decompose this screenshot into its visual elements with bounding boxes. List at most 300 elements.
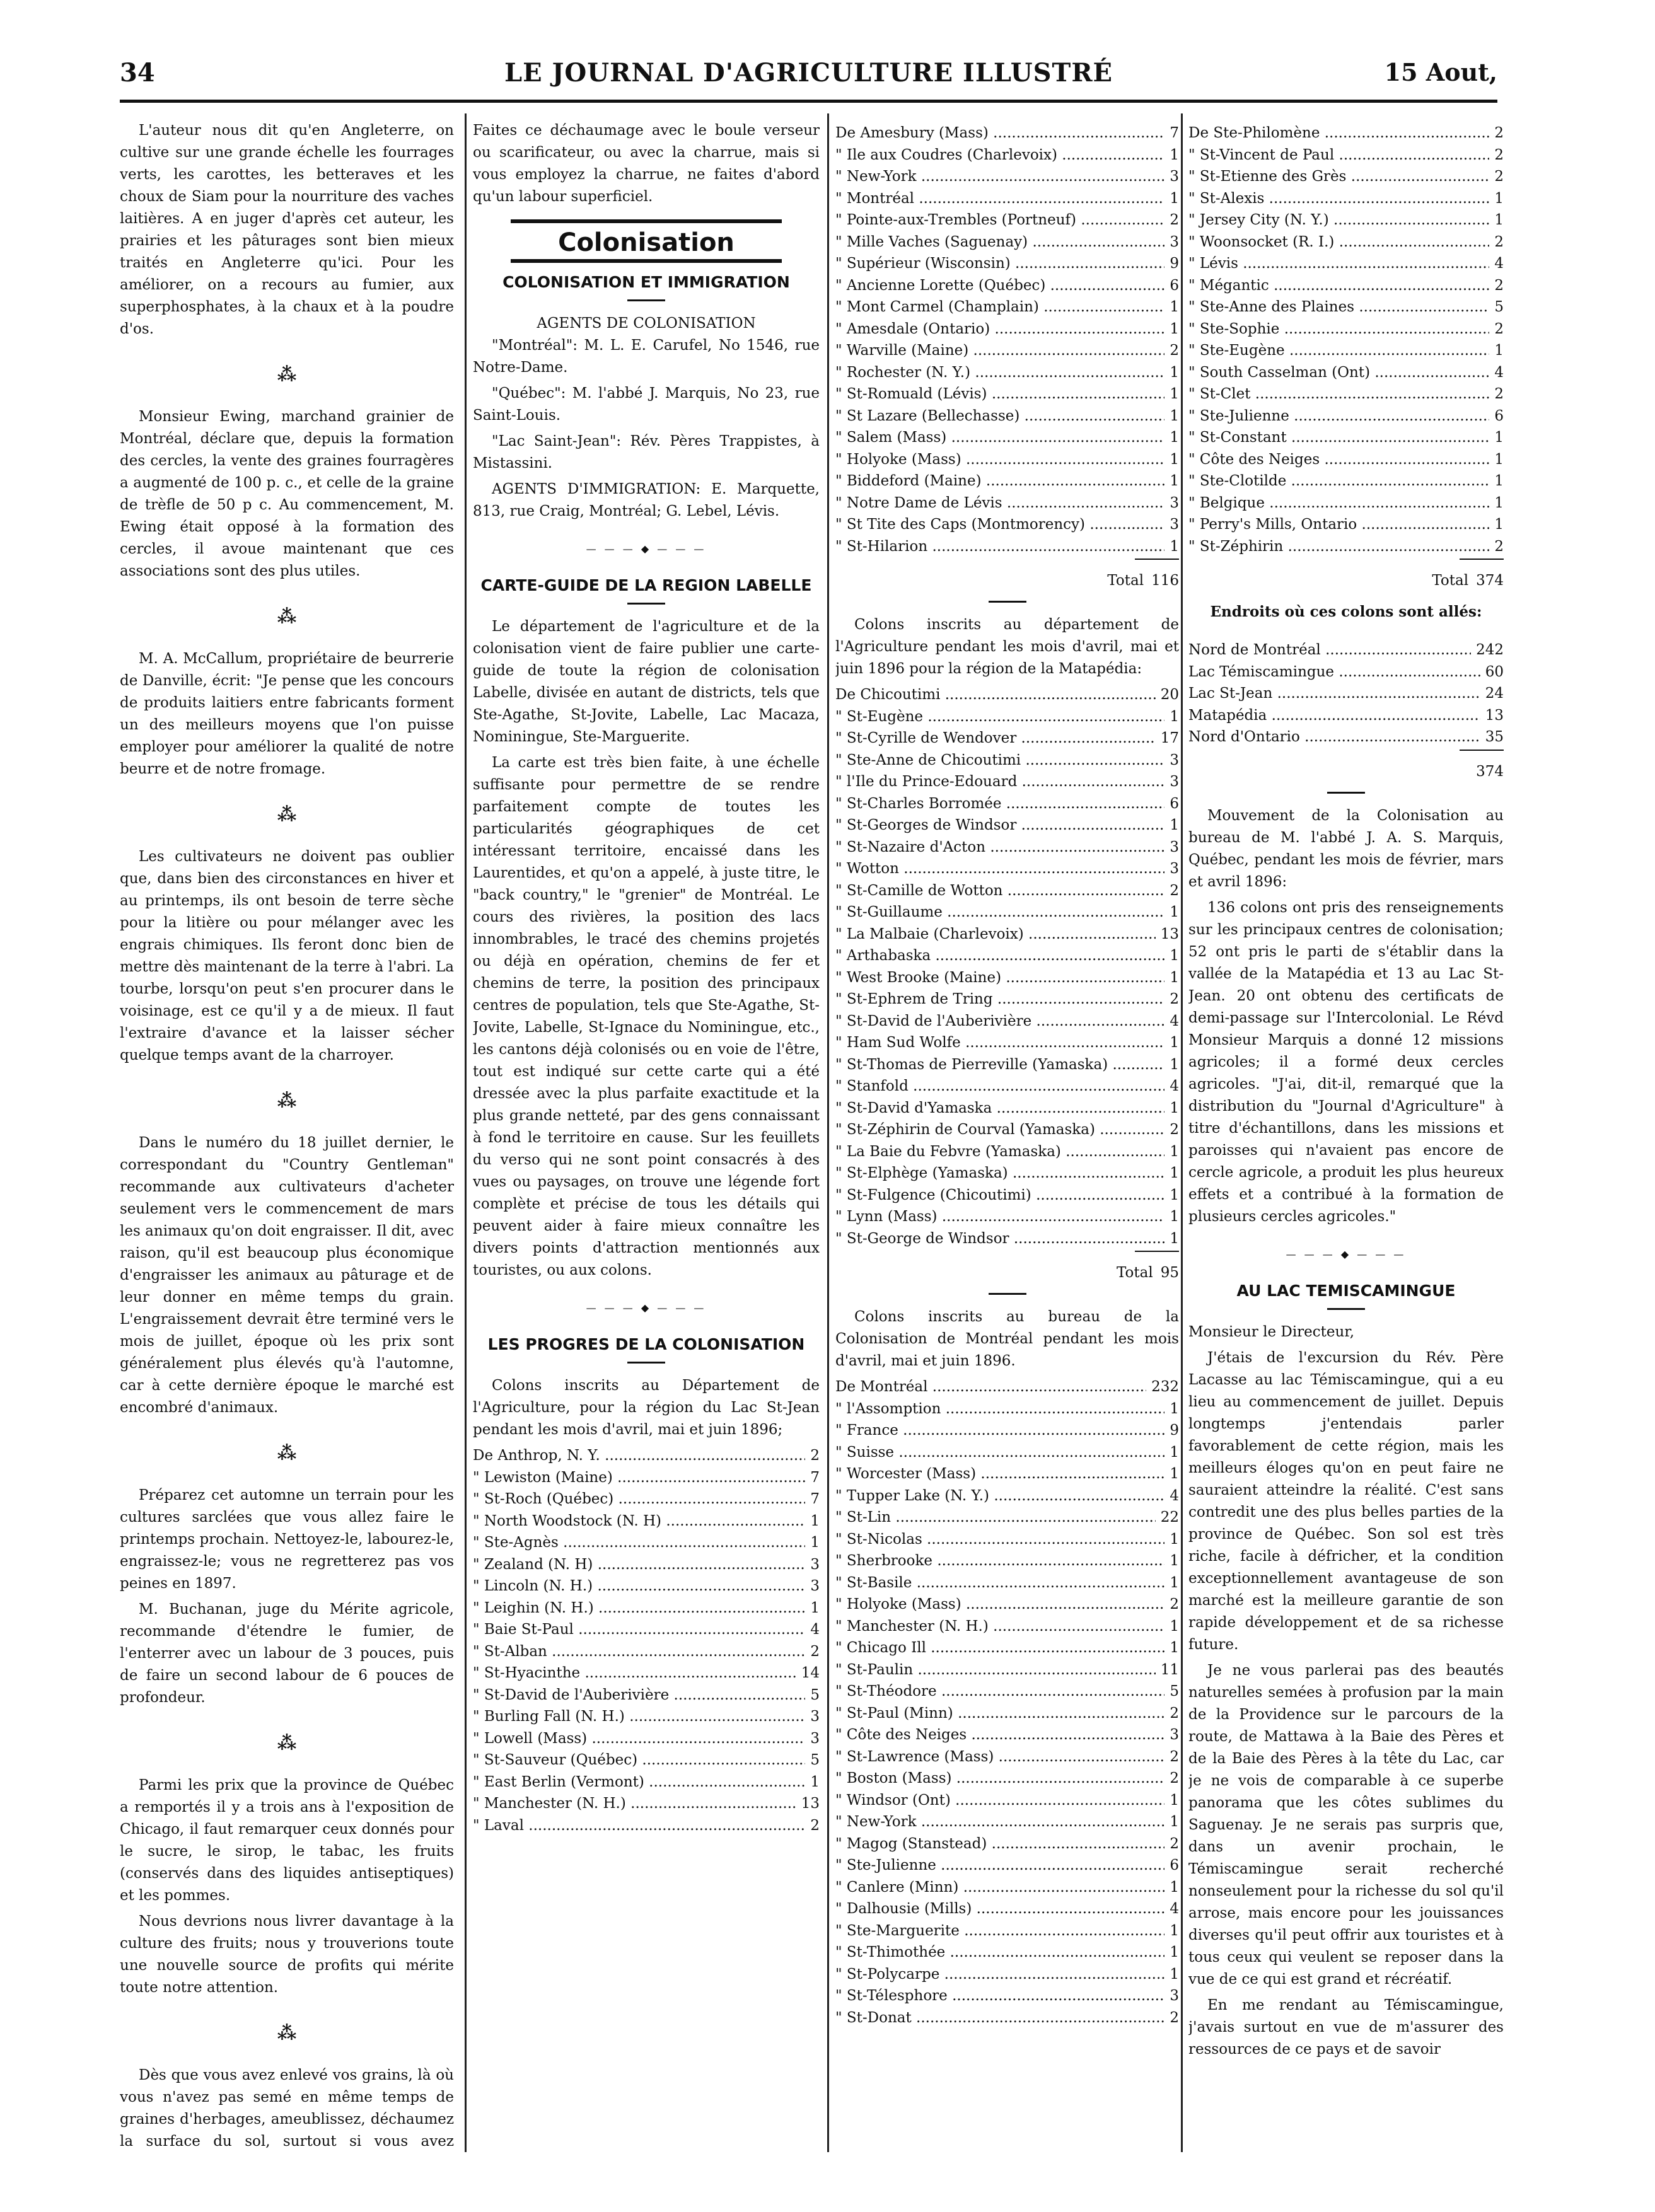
list-entry: [835, 1420, 1179, 1442]
list-entry: [835, 750, 1179, 772]
entry-count: 4: [1170, 1078, 1179, 1094]
entry-place: " Lincoln (N. H.) .....: [473, 1575, 805, 1597]
list-entry: [1188, 144, 1504, 166]
entry-count: 1: [1494, 342, 1504, 359]
paragraph: Nous devrions nous livrer davantage à la culture des fruits; nous y trouverions toute une nouvelle source de profits qui mérite toute notre attention.: [120, 1913, 454, 1996]
entry-count: 1: [1170, 1186, 1179, 1203]
entry-place: " Dalhousie (Mills) .....: [835, 1898, 1164, 1920]
list-entry: [835, 1162, 1179, 1184]
list-entry: [835, 318, 1179, 340]
entry-place: " St Tite des Caps (Montmorency) .....: [835, 514, 1164, 536]
entry-count: 4: [810, 1621, 820, 1638]
entry-place: " St-Basile .....: [835, 1572, 1164, 1594]
list-entry: [835, 1768, 1179, 1790]
entry-count: 2: [1170, 882, 1179, 899]
list-entry: [835, 296, 1179, 318]
entry-place: " St-Georges de Windsor .....: [835, 814, 1164, 837]
journal-title: LE JOURNAL D'AGRICULTURE ILLUSTRÉ: [504, 58, 1113, 88]
entry-place: " Lewiston (Maine) .....: [473, 1467, 805, 1489]
entry-place: " St-Constant .....: [1188, 427, 1489, 449]
asterism: ⁂: [277, 1090, 297, 1112]
total-value: 116: [1151, 572, 1179, 589]
paragraph: En me rendant au Témiscamingue, j'avais surtout en vue de m'assurer des ressources de ce pays et de savoir: [1188, 1996, 1504, 2058]
total-label: Total: [1107, 572, 1144, 589]
list-entry: [835, 1119, 1179, 1141]
list-entry: [835, 814, 1179, 837]
entry-place: " Pointe-aux-Trembles (Portneuf) .....: [835, 209, 1164, 231]
entry-place: " Jersey City (N. Y.) .....: [1188, 209, 1489, 231]
entry-place: " Salem (Mass) .....: [835, 427, 1164, 449]
entry-place: " St-David de l'Auberivière .....: [473, 1684, 805, 1706]
entry-place: Nord de Montréal .....: [1188, 639, 1471, 661]
paragraph: Mouvement de la Colonisation au bureau de M. l'abbé J. A. S. Marquis, Québec, pendant les mois de février, mars et avril 1896:: [1188, 807, 1504, 890]
list-entry: [473, 1749, 820, 1771]
entry-count: 1: [1494, 190, 1504, 207]
list-entry: [835, 1097, 1179, 1120]
list-entry: [473, 1771, 820, 1793]
entry-place: " Ste-Agnès .....: [473, 1532, 805, 1554]
list-entry: [835, 122, 1179, 144]
entry-count: 1: [1170, 538, 1179, 555]
entry-count: 2: [1170, 1705, 1179, 1722]
entry-count: 20: [1160, 686, 1179, 703]
entry-count: 1: [1170, 364, 1179, 381]
entry-place: " Ste-Marguerite .....: [835, 1920, 1164, 1942]
list-entry: [835, 1659, 1179, 1681]
list-entry: [473, 1575, 820, 1597]
entry-count: 2: [1170, 1596, 1179, 1613]
list-entry: [835, 209, 1179, 231]
entry-place: " New-York .....: [835, 1811, 1164, 1833]
entry-count: 1: [1170, 904, 1179, 920]
list-entry: [835, 231, 1179, 253]
list-entry: [835, 684, 1179, 706]
entry-count: 1: [1494, 494, 1504, 511]
list-entry: [835, 1920, 1179, 1942]
entry-place: " St-Nazaire d'Acton .....: [835, 837, 1164, 859]
entry-place: " Leighin (N. H.) .....: [473, 1597, 805, 1619]
entry-count: 2: [1494, 168, 1504, 185]
entry-count: 2: [1170, 2009, 1179, 2026]
entry-place: " Biddeford (Maine) .....: [835, 470, 1164, 492]
column-3: [835, 120, 1179, 2155]
entry-count: 1: [1170, 1640, 1179, 1656]
entry-place: " Manchester (N. H.) .....: [835, 1616, 1164, 1638]
entry-count: 2: [1494, 146, 1504, 163]
list-entry: [835, 405, 1179, 427]
list-entry: [473, 1706, 820, 1728]
list-entry: [835, 1833, 1179, 1855]
entry-count: 4: [1494, 364, 1504, 381]
entry-place: " La Baie du Febvre (Yamaska) .....: [835, 1141, 1164, 1163]
list-entry: [1188, 188, 1504, 210]
list-entry: [835, 858, 1179, 880]
entry-place: " New-York .....: [835, 166, 1164, 188]
paragraph: M. A. McCallum, propriétaire de beurrerie de Danville, écrit: "Je pense que les concours de produits laitiers entre fabricants forment un des meilleurs moyens que l'on puisse employer pour améliorer la qualité de notre beurre et de notre fromage.: [120, 651, 454, 777]
entry-place: " North Woodstock (N. H) .....: [473, 1510, 805, 1532]
entry-count: 1: [1170, 1944, 1179, 1960]
entry-place: " Baie St-Paul .....: [473, 1619, 805, 1641]
entry-count: 1: [1170, 1208, 1179, 1225]
list-entry: [1188, 166, 1504, 188]
paragraph: Monsieur Ewing, marchand grainier de Montréal, déclare que, depuis la formation des cercles, la vente des graines fourragères a augmenté de 100 p. c., et celle de la graine de trèfle de 50 p c. Au commencement, M. Ewing était opposé à la formation des cercles, il avoue maintenant que ces associations sont des plus utiles.: [120, 408, 454, 579]
total-row: [835, 570, 1179, 592]
list-entry: [473, 1815, 820, 1837]
entry-place: " St-Polycarpe .....: [835, 1964, 1164, 1986]
entry-place: " Zealand (N. H) .....: [473, 1554, 805, 1576]
entry-place: " St-Eugène .....: [835, 706, 1164, 728]
entry-count: 3: [1170, 860, 1179, 877]
heading-colonisation-immigration: COLONISATION ET IMMIGRATION: [502, 273, 790, 291]
list-entry: [835, 144, 1179, 166]
entry-count: 4: [1494, 255, 1504, 272]
entry-place: " St-Fulgence (Chicoutimi) .....: [835, 1184, 1164, 1207]
list-entry: [1188, 318, 1504, 340]
entry-count: 3: [1170, 1988, 1179, 2004]
entry-place: " Rochester (N. Y.) .....: [835, 362, 1164, 384]
column-1: [120, 120, 454, 2155]
entry-count: 1: [1170, 1574, 1179, 1591]
entry-count: 2: [810, 1447, 820, 1464]
entry-place: De Anthrop, N. Y. .....: [473, 1445, 805, 1467]
entry-count: 1: [1170, 299, 1179, 315]
section-rule: [989, 1293, 1026, 1295]
paragraph: Colons inscrits au Département de l'Agriculture, pour la région du Lac St-Jean pendant les mois d'avril, mai et juin 1896;: [473, 1377, 820, 1438]
paragraph: Dans le numéro du 18 juillet dernier, le correspondant du "Country Gentleman" recommande aux cultivateurs d'acheter seulement vers le commencement de mars les animaux qu'on doit engraisser. Il dit, avec raison, qu'il est beaucoup plus économique d'engraisser les animaux au pâturage et de leur donner en même temps du grain. L'engraissement devrait être terminé vers le mois de juillet, époque où les prix sont généralement plus élevés qu'à l'automne, car à cette dernière époque le marché est encombré d'animaux.: [120, 1135, 454, 1416]
colon-list-montreal: [835, 1376, 1179, 2029]
entry-place: Nord d'Ontario .....: [1188, 726, 1480, 748]
entry-place: " La Malbaie (Charlevoix) .....: [835, 924, 1156, 946]
entry-place: " Suisse .....: [835, 1442, 1164, 1464]
list-entry: [835, 1898, 1179, 1920]
list-entry: [835, 1942, 1179, 1964]
entry-count: 11: [1160, 1661, 1179, 1678]
list-entry: [1188, 449, 1504, 471]
list-entry: [1188, 705, 1504, 727]
endroits-title: Endroits où ces colons sont allés:: [1210, 603, 1482, 620]
entry-count: 1: [1170, 1143, 1179, 1160]
list-entry: [1188, 383, 1504, 405]
list-entry: [473, 1510, 820, 1532]
sum-rule: [1460, 750, 1504, 751]
entry-place: " Manchester (N. H.) .....: [473, 1793, 796, 1815]
entry-count: 3: [810, 1708, 820, 1725]
paragraph: Le département de l'agriculture et de la colonisation vient de faire publier une carte-guide de toute la région de colonisation Labelle, divisée en autant de districts, tels que Ste-Agathe, St-Jovite, Labelle, Lac Macaza, Nominingue, Ste-Marguerite.: [473, 618, 820, 745]
entry-count: 5: [1170, 1683, 1179, 1700]
entry-place: " Lynn (Mass) .....: [835, 1206, 1164, 1228]
list-entry: [1188, 362, 1504, 384]
entry-count: 1: [1170, 1553, 1179, 1569]
list-entry: [473, 1619, 820, 1641]
list-entry: [1188, 253, 1504, 275]
entry-place: De Montréal .....: [835, 1376, 1146, 1398]
destinations-list: [1188, 639, 1504, 748]
list-entry: [835, 1594, 1179, 1616]
entry-count: 242: [1476, 642, 1504, 658]
decorative-separator: — — — ◆ — — —: [1286, 1248, 1407, 1260]
entry-count: 2: [1170, 1770, 1179, 1786]
list-entry: [473, 1532, 820, 1554]
entry-place: " Arthabaska .....: [835, 945, 1164, 967]
entry-count: 1: [1170, 1792, 1179, 1809]
paragraph: Colons inscrits au département de l'Agriculture pendant les mois d'avril, mai et juin 1896 pour la région de la Matapédia:: [835, 617, 1179, 677]
entry-place: De Amesbury (Mass) .....: [835, 122, 1164, 144]
entry-count: 1: [1494, 429, 1504, 446]
entry-place: " Montréal .....: [835, 188, 1164, 210]
entry-place: " Wotton .....: [835, 858, 1164, 880]
agents-title: AGENTS DE COLONISATION: [537, 315, 756, 332]
column-4: [1188, 120, 1504, 2155]
entry-count: 7: [1170, 125, 1179, 141]
paragraph: Je ne vous parlerai pas des beautés naturelles semées à profusion par la main de la Providence sur le parcours de la route, de Mattawa à la Baie des Pères et de la Baie des Pères à la tête du Lac, car je ne vois de comparable à ce superbe panorama que les côtes sublimes du Saguenay. Je ne serais pas surpris que, dans un avenir prochain, le Témiscamingue serait recherché nonseulement pour la richesse du sol qu'il arrose, mais encore pour les jouissances diverses qu'il peut offrir aux touristes et à tous ceux qui veulent se reposer dans la vue de ce qui est grand et récréatif.: [1188, 1662, 1504, 1988]
list-entry: [835, 340, 1179, 362]
entry-place: " l'Assomption .....: [835, 1398, 1164, 1420]
entry-count: 5: [810, 1752, 820, 1768]
asterism: ⁂: [277, 1732, 297, 1754]
list-entry: [835, 1075, 1179, 1097]
entry-count: 2: [1170, 342, 1179, 359]
entry-place: " St-Romuald (Lévis) .....: [835, 383, 1164, 405]
list-entry: [835, 1616, 1179, 1638]
entry-count: 1: [1170, 1531, 1179, 1548]
paragraph: Dès que vous avez enlevé vos grains, là où vous n'avez pas semé en même temps de graines d'herbages, ameublissez, déchaumez la surface du sol, surtout si vous avez: [120, 2067, 454, 2150]
entry-count: 1: [1170, 1230, 1179, 1247]
list-entry: [1188, 661, 1504, 683]
paragraph: 136 colons ont pris des renseignements sur les principaux centres de colonisation; 52 ont pris le parti de s'établir dans la vallée de la Matapédia et 13 au Lac St-Jean. 20 ont obtenu des certificats de demi-passage sur l'Intercolonial. Le Révd Monsieur Marquis a donné 12 missions agricoles; il a formé deux cercles agricoles. "J'ai, dit-il, remarqué que la distribution du "Journal d'Agriculture" à titre d'échantillons, dans les missions et paroisses qui n'avaient pas encore de cercle agricole, a produit les plus heureux effets et a contribué à la formation de plusieurs cercles agricoles.": [1188, 899, 1504, 1225]
total-value: 95: [1160, 1265, 1179, 1281]
entry-count: 1: [1170, 1879, 1179, 1896]
list-entry: [835, 1010, 1179, 1033]
asterism: ⁂: [277, 606, 297, 628]
entry-count: 60: [1485, 663, 1504, 680]
asterism: ⁂: [277, 2022, 297, 2044]
entry-count: 5: [810, 1686, 820, 1703]
entry-place: " Stanfold .....: [835, 1075, 1164, 1097]
entry-place: Lac St-Jean .....: [1188, 683, 1480, 705]
entry-count: 1: [1170, 1966, 1179, 1983]
entry-place: " St-Hilarion .....: [835, 536, 1164, 558]
entry-place: Lac Témiscamingue .....: [1188, 661, 1480, 683]
entry-count: 22: [1160, 1509, 1179, 1526]
list-entry: [835, 1703, 1179, 1725]
total-row: [1188, 570, 1504, 592]
entry-place: " West Brooke (Maine) .....: [835, 967, 1164, 989]
list-entry: [473, 1554, 820, 1576]
entry-count: 6: [1170, 1857, 1179, 1873]
entry-count: 4: [1170, 1901, 1179, 1917]
entry-place: " Côte des Neiges .....: [1188, 449, 1489, 471]
entry-count: 5: [1494, 299, 1504, 315]
list-entry: [835, 1184, 1179, 1207]
entry-place: " Woonsocket (R. I.) .....: [1188, 231, 1489, 253]
entry-place: " Ste-Julienne .....: [835, 1855, 1164, 1877]
entry-place: " St-Donat .....: [835, 2007, 1164, 2029]
entry-place: " Ile aux Coudres (Charlevoix) .....: [835, 144, 1164, 166]
entry-count: 1: [1170, 1618, 1179, 1635]
entry-count: 1: [1170, 320, 1179, 337]
total-row: [1188, 761, 1504, 783]
asterism: ⁂: [277, 1442, 297, 1464]
paragraph: L'auteur nous dit qu'en Angleterre, on cultive sur une grande échelle les fourrages verts, les carottes, les betteraves et les choux de Siam pour la nourriture des vaches laitières. A en juger d'après cet auteur, les prairies et les pâturages sont bien mieux traités en Angleterre qu'ici. Pour les améliorer, on a recours au fumier, aux superphosphates, à la chaux et à la poudre d'os.: [120, 122, 454, 337]
column-2: [473, 120, 820, 2155]
entry-count: 4: [1170, 1487, 1179, 1504]
entry-place: " St Lazare (Bellechasse) .....: [835, 405, 1164, 427]
list-entry: [1188, 296, 1504, 318]
entry-count: 1: [1170, 146, 1179, 163]
entry-place: " St-Nicolas .....: [835, 1529, 1164, 1551]
entry-count: 1: [810, 1599, 820, 1616]
decorative-separator: — — — ◆ — — —: [586, 1302, 707, 1314]
list-entry: [1188, 275, 1504, 297]
entry-place: " Mont Carmel (Champlain) .....: [835, 296, 1164, 318]
entry-place: " St-Zéphirin .....: [1188, 536, 1489, 558]
entry-count: 1: [1170, 817, 1179, 833]
entry-place: De Chicoutimi .....: [835, 684, 1156, 706]
entry-count: 1: [1170, 386, 1179, 402]
entry-place: " St-Charles Borromée .....: [835, 793, 1164, 815]
entry-place: " Lévis .....: [1188, 253, 1489, 275]
entry-count: 2: [1170, 212, 1179, 228]
entry-place: " Holyoke (Mass) .....: [835, 449, 1164, 471]
list-entry: [835, 771, 1179, 793]
total-label: Total: [1117, 1265, 1153, 1281]
entry-place: " Holyoke (Mass) .....: [835, 1594, 1164, 1616]
entry-place: " Ste-Anne des Plaines .....: [1188, 296, 1489, 318]
paragraph: Parmi les prix que la province de Québec a remportés il y a trois ans à l'exposition de Chicago, il faut remarquer ceux donnés pour le sucre, le sirop, le tabac, les fruits (conservés dans des liquides antiseptiques) et les pommes.: [120, 1777, 454, 1904]
list-entry: [473, 1684, 820, 1706]
list-entry: [835, 188, 1179, 210]
entry-place: " St-Paul (Minn) .....: [835, 1703, 1164, 1725]
entry-count: 1: [810, 1773, 820, 1790]
entry-place: " St-Ephrem de Tring .....: [835, 988, 1164, 1010]
entry-count: 35: [1485, 729, 1504, 745]
entry-count: 2: [810, 1817, 820, 1834]
entry-count: 1: [1170, 473, 1179, 489]
list-entry: [835, 275, 1179, 297]
entry-count: 2: [1170, 991, 1179, 1007]
list-entry: [835, 1529, 1179, 1551]
entry-place: " St-Clet .....: [1188, 383, 1489, 405]
sum-rule: [1135, 1251, 1179, 1252]
list-entry: [473, 1445, 820, 1467]
list-entry: [835, 924, 1179, 946]
entry-place: " Perry's Mills, Ontario .....: [1188, 514, 1489, 536]
entry-count: 3: [1170, 773, 1179, 790]
entry-place: " Worcester (Mass) .....: [835, 1463, 1164, 1485]
entry-place: " St-Lawrence (Mass) .....: [835, 1746, 1164, 1768]
list-entry: [835, 1442, 1179, 1464]
list-entry: [835, 1032, 1179, 1054]
entry-place: " St-Roch (Québec) .....: [473, 1488, 805, 1510]
entry-place: " St-Télesphore .....: [835, 1985, 1164, 2007]
list-entry: [835, 470, 1179, 492]
list-entry: [1188, 726, 1504, 748]
heading-rule: [627, 1362, 665, 1364]
entry-count: 6: [1170, 795, 1179, 812]
entry-count: 2: [1494, 233, 1504, 250]
entry-count: 2: [1494, 125, 1504, 141]
list-entry: [835, 449, 1179, 471]
list-entry: [835, 988, 1179, 1010]
list-entry: [835, 1550, 1179, 1572]
entry-place: " St-Cyrille de Wendover .....: [835, 727, 1156, 750]
heading-carte-guide: CARTE-GUIDE DE LA REGION LABELLE: [480, 576, 812, 594]
entry-count: 2: [1170, 1748, 1179, 1765]
entry-place: " Ste-Eugène .....: [1188, 340, 1489, 362]
list-entry: [835, 837, 1179, 859]
list-entry: [835, 1376, 1179, 1398]
entry-place: " St-Hyacinthe .....: [473, 1662, 796, 1684]
entry-place: " Mille Vaches (Saguenay) .....: [835, 231, 1164, 253]
list-entry: [835, 1637, 1179, 1659]
entry-count: 6: [1170, 277, 1179, 294]
page-number: 34: [120, 58, 155, 88]
entry-place: " St-Vincent de Paul .....: [1188, 144, 1489, 166]
entry-place: " Amesdale (Ontario) .....: [835, 318, 1164, 340]
list-entry: [1188, 405, 1504, 427]
list-entry: [835, 514, 1179, 536]
asterism: ⁂: [277, 804, 297, 826]
total-row: [835, 1262, 1179, 1284]
total-value: 374: [1476, 763, 1504, 780]
list-entry: [835, 2007, 1179, 2029]
list-entry: [1188, 470, 1504, 492]
entry-place: " Ste-Anne de Chicoutimi .....: [835, 750, 1164, 772]
entry-count: 1: [1170, 190, 1179, 207]
entry-count: 1: [1494, 451, 1504, 468]
list-entry: [835, 1855, 1179, 1877]
list-entry: [835, 1463, 1179, 1485]
entry-place: " East Berlin (Vermont) .....: [473, 1771, 805, 1793]
entry-place: " Ste-Clotilde .....: [1188, 470, 1489, 492]
entry-place: " Boston (Mass) .....: [835, 1768, 1164, 1790]
entry-count: 6: [1494, 407, 1504, 424]
entry-count: 1: [1170, 947, 1179, 964]
list-entry: [1188, 209, 1504, 231]
list-entry: [1188, 536, 1504, 558]
section-title-colonisation: Colonisation: [558, 228, 735, 257]
list-entry: [835, 1398, 1179, 1420]
sum-rule: [1460, 559, 1504, 560]
list-entry: [1188, 427, 1504, 449]
colon-list-lac-st-jean: [473, 1445, 820, 1836]
page-header: [120, 58, 1497, 96]
entry-place: " St-Alexis .....: [1188, 188, 1489, 210]
list-entry: [473, 1597, 820, 1619]
list-entry: [1188, 122, 1504, 144]
asterism: ⁂: [277, 364, 297, 386]
entry-count: 232: [1151, 1379, 1179, 1395]
entry-count: 3: [1170, 516, 1179, 533]
entry-count: 9: [1170, 1422, 1179, 1439]
entry-count: 4: [1170, 1012, 1179, 1029]
total-value: 374: [1476, 572, 1504, 589]
list-entry: [835, 1724, 1179, 1746]
entry-count: 2: [1494, 538, 1504, 555]
entry-count: 13: [801, 1795, 820, 1812]
section-rule: [511, 259, 782, 263]
list-entry: [1188, 492, 1504, 514]
list-entry: [835, 1507, 1179, 1529]
entry-count: 24: [1485, 685, 1504, 702]
entry-place: " St-Paulin .....: [835, 1659, 1156, 1681]
entry-place: " St-Lin .....: [835, 1507, 1156, 1529]
list-entry: [835, 427, 1179, 449]
entry-count: 1: [1494, 473, 1504, 489]
list-entry: [835, 880, 1179, 902]
entry-count: 13: [1160, 925, 1179, 942]
column-divider: [465, 113, 467, 2152]
